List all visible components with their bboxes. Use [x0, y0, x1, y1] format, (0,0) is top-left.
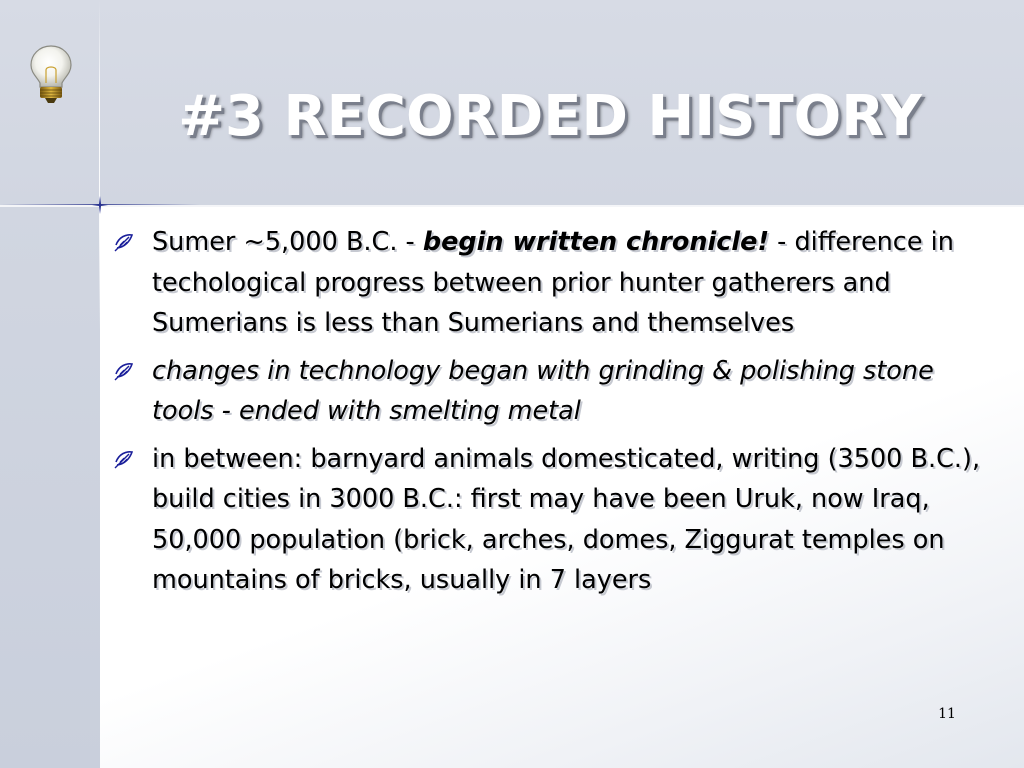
lightbulb-icon — [28, 44, 74, 104]
list-item — [110, 222, 1000, 344]
leaf-bullet-icon — [114, 360, 134, 382]
leaf-bullet-icon — [114, 231, 134, 253]
list-item — [110, 351, 1000, 432]
page-number: 11 — [938, 706, 956, 722]
leaf-bullet-icon — [114, 448, 134, 470]
bullet-text: changes in technology began with grinding & polishing stone tools - ended with smelting metal — [152, 355, 934, 426]
bullet-text-rest: - difference in techological progress between prior hunter gatherers and Sumerians is less than Sumerians and themselves — [152, 227, 954, 338]
left-band — [0, 205, 100, 768]
sparkle-icon — [92, 196, 108, 214]
list-item — [110, 439, 1000, 601]
bullet-text: in between: barnyard animals domesticated, writing (3500 B.C.), build cities in 3000 B.C.: first may have been Uruk, now Iraq, 50,000 population (brick, arches, domes, Ziggurat temples on mountains of bricks, usually in 7 layers — [152, 443, 981, 595]
bullet-text-lead: Sumer ~5,000 B.C. - — [152, 227, 423, 257]
bullet-text-emphasis: begin written chronicle! — [422, 227, 770, 257]
slide-title: #3 RECORDED HISTORY — [178, 84, 922, 149]
vertical-accent-line — [99, 0, 100, 330]
bullet-list — [110, 222, 1000, 608]
band-divider — [0, 205, 1024, 207]
